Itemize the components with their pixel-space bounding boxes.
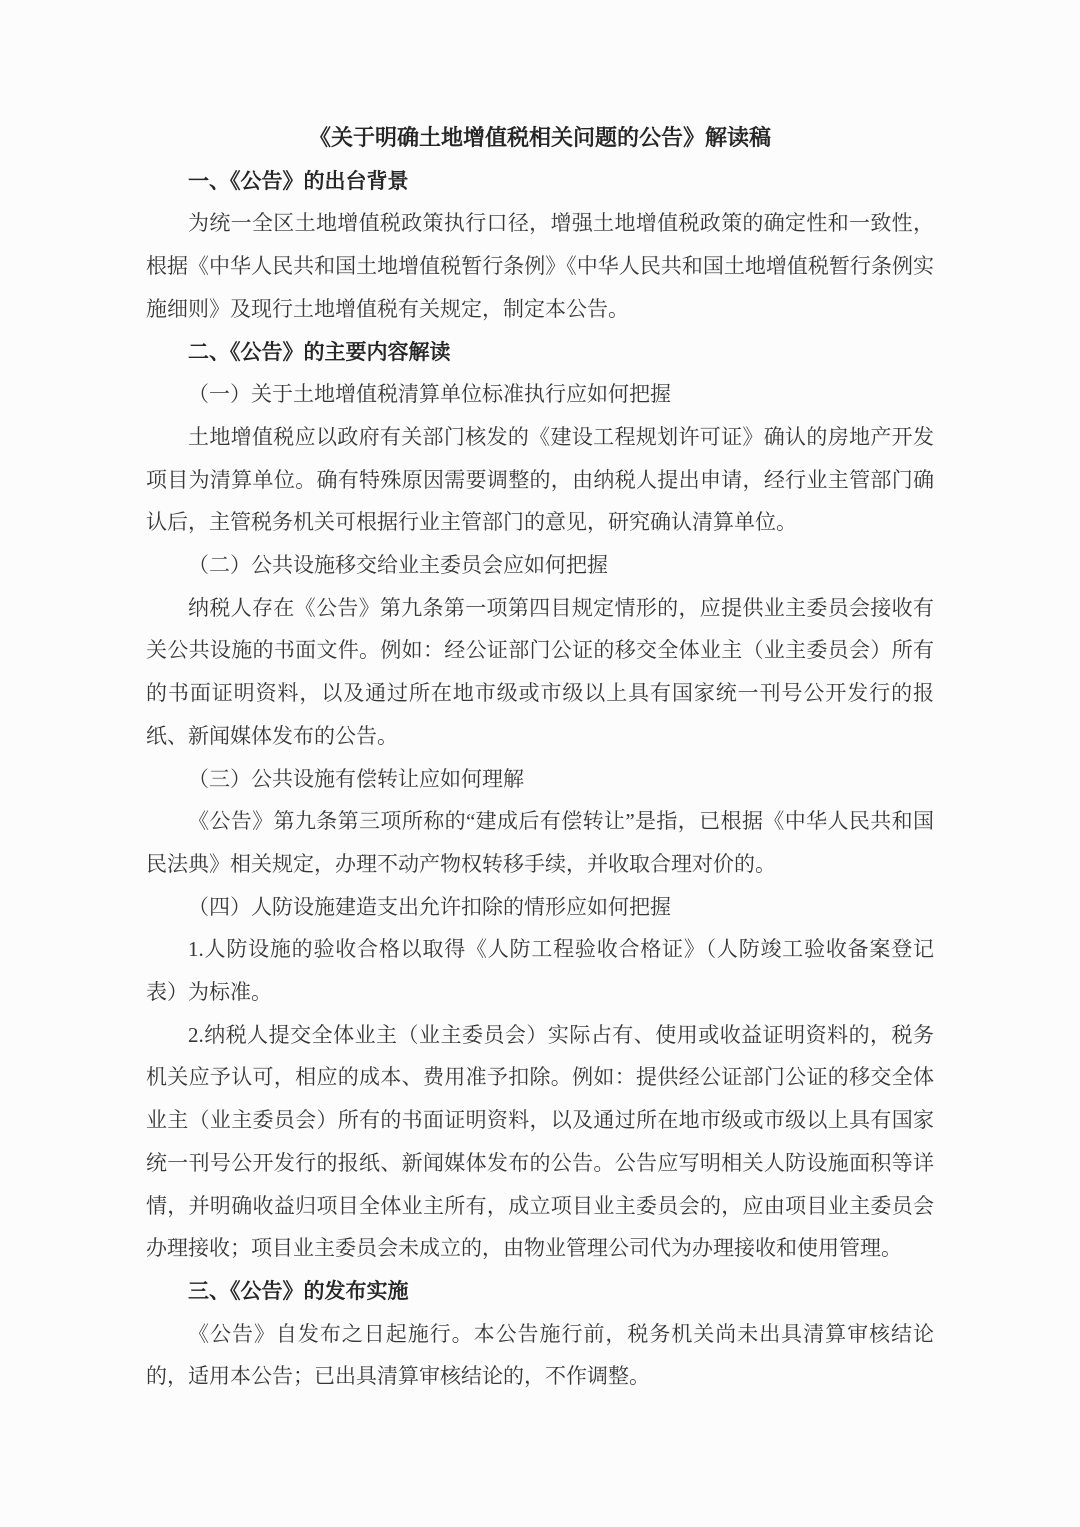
paragraph: 2.纳税人提交全体业主（业主委员会）实际占有、使用或收益证明资料的，税务机关应予认可，相应的成本、费用准予扣除。例如：提供经公证部门公证的移交全体业主（业主委员会）所有的书面证明资料，以及通过所在地市级或市级以上具有国家统一刊号公开发行的报纸、新闻媒体发布的公告。公告应写明相关人防设施面积等详情，并明确收益归项目全体业主所有，成立项目业主委员会的，应由项目业主委员会办理接收；项目业主委员会未成立的，由物业管理公司代为办理接收和使用管理。: [146, 1022, 934, 1261]
section-heading-1: 一、《公告》的出台背景: [188, 168, 409, 193]
paragraph: 纳税人存在《公告》第九条第一项第四目规定情形的，应提供业主委员会接收有关公共设施的书面文件。例如：经公证部门公证的移交全体业主（业主委员会）所有的书面证明资料，以及通过所在地市级或市级以上具有国家统一刊号公开发行的报纸、新闻媒体发布的公告。: [146, 595, 934, 748]
document-title: 《关于明确土地增值税相关问题的公告》解读稿: [308, 125, 771, 150]
paragraph: 1.人防设施的验收合格以取得《人防工程验收合格证》（人防竣工验收备案登记表）为标准。: [146, 937, 934, 1005]
section-heading-2: 二、《公告》的主要内容解读: [188, 339, 451, 364]
subsection-heading-2: （二）公共设施移交给业主委员会应如何把握: [188, 553, 608, 578]
paragraph: 为统一全区土地增值税政策执行口径，增强土地增值税政策的确定性和一致性，根据《中华人民共和国土地增值税暂行条例》《中华人民共和国土地增值税暂行条例实施细则》及现行土地增值税有关规定，制定本公告。: [146, 211, 934, 321]
subsection-heading-1: （一）关于土地增值税清算单位标准执行应如何把握: [188, 382, 671, 407]
paragraph: 《公告》第九条第三项所称的“建成后有偿转让”是指，已根据《中华人民共和国民法典》相关规定，办理不动产物权转移手续，并收取合理对价的。: [146, 809, 934, 876]
subsection-heading-3: （三）公共设施有偿转让应如何理解: [188, 766, 524, 791]
section-heading-3: 三、《公告》的发布实施: [188, 1278, 409, 1303]
paragraph: 土地增值税应以政府有关部门核发的《建设工程规划许可证》确认的房地产开发项目为清算单位。确有特殊原因需要调整的，由纳税人提出申请，经行业主管部门确认后，主管税务机关可根据行业主管部门的意见，研究确认清算单位。: [146, 424, 934, 535]
paragraph: 《公告》自发布之日起施行。本公告施行前，税务机关尚未出具清算审核结论的，适用本公告；已出具清算审核结论的，不作调整。: [146, 1321, 934, 1389]
subsection-heading-4: （四）人防设施建造支出允许扣除的情形应如何把握: [188, 894, 671, 919]
